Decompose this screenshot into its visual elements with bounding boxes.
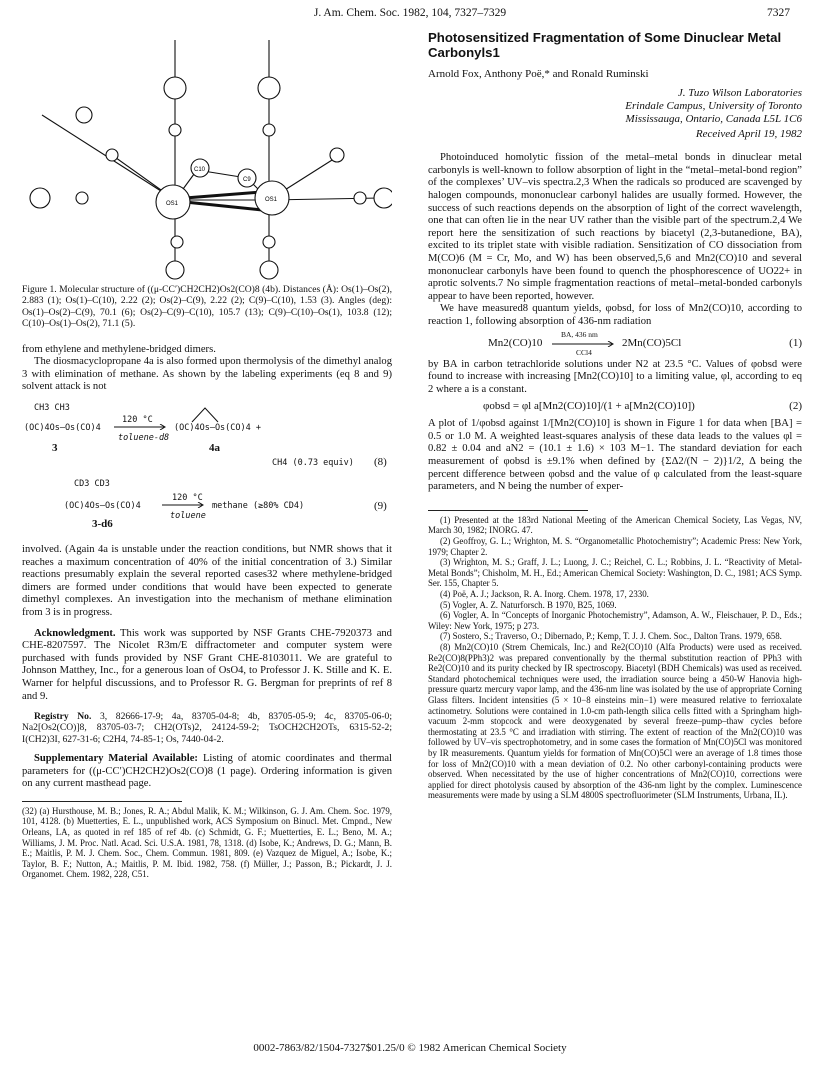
footnote-5: (5) Vogler, A. Z. Naturforsch. B 1970, B25, 1069. xyxy=(440,599,617,610)
atom-label-os1-right: OS1 xyxy=(265,197,278,203)
paragraph-intro: Photoinduced homolytic fission of the metal–metal bonds in dinuclear metal carbonyls is well-known to follow absorption of light in the “metal–metal-bond region” of the complexes’ UV–vis spectra.2,3 When the radicals so produced are scavenged by halogen compounds, mononuclear carbonyl halides are usually formed. However, the success of such reactions depends on the absorption of light of the correct wavelength, one that can often lie in the near UV rather than the visible part of the spectrum.2,4 We report here the sensitization of such reactions by biacetyl (2,3-butanedione, BA), excited to its triplet state with visible radiation. Sensitization of CO dissociation from M(CO)6 (M = Cr, Mo, and W) has been observed,5,6 and Mn2(CO)10 and several mononuclear carbonyls have been found to quench the phosphorescence of UO22+ in aprotic solvents.7 No simple fragmentation reactions of metal–metal-bonded carbonyls appear to have been reported, however. xyxy=(428,152,802,302)
molecular-structure-drawing xyxy=(22,30,392,280)
acknowledgment-text: This work was supported by NSF Grants CHE-7920373 and CHE-8207597. The Nicolet R3m/E diffractometer and computer system were purchased with funds provided by NSF Grant CHE-8103011. We are grateful to Johnson Matthey, Inc., for a generous loan of OsO4, to Professor J. K. Stille and K. E. Warner for helpful discussions, and to Professor R. G. Bergman for preprints of ref 8 and 9. xyxy=(22,627,392,702)
running-header xyxy=(0,7,820,25)
page-number: 7327 xyxy=(767,7,790,19)
scheme-r1-temperature: 120 °C xyxy=(122,415,153,425)
equation-1-product: 2Mn(CO)5Cl xyxy=(622,336,682,349)
article-title: Photosensitized Fragmentation of Some Dinuclear Metal Carbonyls1 xyxy=(428,30,782,60)
footnote-3: (3) Wrighton, M. S.; Graff, J. L.; Luong, J. C.; Reichel, C. L.; Robbins, J. L. “Reactivity of Metal-Metal Bonds”; Chisholm, M. H., Ed.; American Chemical Society: Washington, D. C., 1981; ACS Symp. Ser. 155, Chapter 5. xyxy=(428,557,802,589)
acknowledgment-heading: Acknowledgment. xyxy=(34,627,116,639)
authors: Arnold Fox, Anthony Poë,* and Ronald Ruminski xyxy=(428,68,649,80)
equation-number-9: (9) xyxy=(374,500,387,512)
affiliation-lab: J. Tuzo Wilson Laboratories xyxy=(677,86,802,99)
right-column xyxy=(428,30,802,801)
paragraph-measured: We have measured8 quantum yields, φobsd, for loss of Mn2(CO)10, according to reaction 1, following absorption of 436-nm radiation xyxy=(428,303,802,327)
scheme-r1-solvent: toluene-d8 xyxy=(118,433,170,443)
footnote-32: (32) (a) Hursthouse, M. B.; Jones, R. A.; Abdul Malik, K. M.; Wilkinson, G. J. Am. Chem. Soc. 1979, 101, 4128. (b) Muetterties, E. L., unpublished work, ACS Symposium on Binucl. Met. Cmpnd., New Orleans, LA, as quoted in ref 185 of ref 4b. (c) Schmidt, G. F.; Muetterties, E. L.; Beno, M. A.; Williams, J. M. Proc. Natl. Acad. Sci. U.S.A. 1981, 78, 1318. (d) Isobe, K.; Andrews, D. G.; Mann, B. E.; Maitlis, P. M. J. Chem. Soc., Chem. Commun. 1981, 809. (e) Vazquez de Miguel, A.; Isobe, K.; Taylor, B. F.; Nutton, A.; Maitlis, P. M. Ibid. 1982, 758. (f) Müller, J.; Passon, B.; Pickardt, J. J. Organomet. Chem. 1982, 228, C51. xyxy=(22,805,392,880)
paragraph-involved: involved. (Again 4a is unstable under the reaction conditions, but NMR shows that it reaches a maximum concentration of 40% of the initial concentration of 3.) Similar reactions presumably explain the several reported cases32 where methylene-bridged dimers are formed under conditions that would have been expected to generate dimethyl complexes. An investigation into the mechanism of methane elimination from 3 is in progress. xyxy=(22,544,392,618)
scheme-r1-methyls: CH3 CH3 xyxy=(34,403,70,413)
left-column xyxy=(22,30,392,880)
footnote-7: (7) Sostero, S.; Traverso, O.; Dibernado, P.; Kemp, T. J. J. Chem. Soc., Dalton Trans. 1979, 658. xyxy=(440,631,782,642)
reaction-scheme-eq8-eq9 xyxy=(22,394,392,544)
figure-1-caption: Figure 1. Molecular structure of ((μ-CC′)CH2CH2)Os2(CO)8 (4b). Distances (Å): Os(1)–Os(2), 2.883 (1); Os(1)–C(10), 2.22 (2); Os(2)–C(9), 2.22 (2); C(9)–C(10), 1.53 (3). Angles (deg): Os(1)–Os(2)–C(9), 70.1 (6); Os(2)–C(9)–C(10), 105.7 (13); C(9)–C(10)–Os(1), 103.8 (12); C(10)–Os(1)–Os(2), 71.1 (5). xyxy=(22,284,392,330)
scheme-r2-arrow xyxy=(162,502,207,508)
footnote-6: (6) Vogler, A. In “Concepts of Inorganic Photochemistry”, Adamson, A. W., Fleischauer, P. D., Eds.; Wiley: New York, 1975; p 273. xyxy=(428,610,802,631)
footnote-rule-right xyxy=(428,510,588,511)
atom-label-c9: C9 xyxy=(243,177,251,183)
equation-1-conditions: BA, 436 nm xyxy=(561,329,598,339)
supplementary-heading: Supplementary Material Available: xyxy=(34,753,198,765)
scheme-r2-temperature: 120 °C xyxy=(172,493,203,503)
journal-citation: J. Am. Chem. Soc. 1982, 104, 7327–7329 xyxy=(313,7,507,19)
equation-1-number: (1) xyxy=(789,336,802,349)
registry-numbers xyxy=(22,711,392,745)
supplementary-text: Listing of atomic coordinates and thermal parameters for ((μ-CC′)CH2CH2)Os2(CO)8 (1 page). Ordering information is given on any current masthead page. xyxy=(22,753,392,790)
supplementary-material xyxy=(22,753,392,791)
affiliation-city: Mississauga, Ontario, Canada L5L 1C6 xyxy=(625,112,802,125)
affiliation-campus: Erindale Campus, University of Toronto xyxy=(625,99,802,112)
scheme-r1-reactant: (OC)4Os—Os(CO)4 xyxy=(24,423,101,433)
scheme-r2-label: 3-d6 xyxy=(92,518,113,530)
equation-number-8: (8) xyxy=(374,456,387,468)
equation-2-number: (2) xyxy=(789,400,802,413)
registry-text: 3, 82666-17-9; 4a, 83705-04-8; 4b, 83705-05-9; 4c, 83705-06-0; Na2[Os2(CO)]8, 83705-03-7; CH2(OTs)2, 24124-59-2; TsOCH2CH2OTs, 6315-52-2; I(CH2)3I, 627-31-6; C2H4, 74-85-1; Os, 7440-04-2. xyxy=(22,711,392,745)
scheme-r2-reactant: (OC)4Os—Os(CO)4 xyxy=(64,501,141,511)
equation-2-expression: φobsd = φl a[Mn2(CO)10]/(1 + a[Mn2(CO)10]) xyxy=(483,400,695,413)
figure-1 xyxy=(22,30,392,280)
footnote-8: (8) Mn2(CO)10 (Strem Chemicals, Inc.) and Re2(CO)10 (Alfa Products) were used as received. Re2(CO)8(PPh3)2 was prepared conventionally by the thermal substitution reaction of PPh3 with Re2(CO)10 and its purity checked by IR spectroscopy. Biacetyl (BDH Chemicals) was used as received. Standard photochemical techniques were used, the irradiation source being a 450-W Hanovia high-pressure quartz mercury vapor lamp, and the 436-nm line was isolated by the use of appropriate Corning Glass filters. Incident intensities (5 × 10−8 einsteins min−1) were measured relative to ferrioxalate actinometry. Solutions were contained in 1.0-cm path-length silica cells fitted with a Springham high-vacuum 2-mm stopcock and were deoxygenated by several freeze–pump–thaw cycles before thermostating at 23.5 °C and irradiation with stirring. The extent of reaction of the Mn2(CO)10 was followed by UV–vis spectrophotometry, and in some cases the formation of Mn(CO)5Cl was monitored by IR measurements. Quantum yields for formation of Mn(CO)5Cl were an average of 1.8 times those for loss of Mn2(CO)10 with a mean deviation of 0.2. No other carbonyl-containing products were observed. When necessitated by the use of higher concentrations of Mn2(CO)10, corrections were applied for direct photolysis caused by absorption of the 436-nm light by the complex. Luminescence measurements were made by using a SLM 4800S spectrofluorimeter (SLM Instruments, Urbana, IL). xyxy=(428,641,802,801)
footnote-4: (4) Poë, A. J.; Jackson, R. A. Inorg. Chem. 1978, 17, 2330. xyxy=(440,589,649,599)
atom-label-os1-left: OS1 xyxy=(166,201,179,207)
scheme-r2-solvent: toluene xyxy=(170,511,206,521)
received-date: Received April 19, 1982 xyxy=(695,127,802,140)
atom-label-c10: C10 xyxy=(194,167,206,173)
scheme-r2-methyls: CD3 CD3 xyxy=(74,479,110,489)
scheme-r1-label-4a: 4a xyxy=(209,442,220,454)
registry-heading: Registry No. xyxy=(34,711,92,723)
scheme-r1-methane: CH4 (0.73 equiv) xyxy=(272,458,354,468)
paragraph-by-ba: by BA in carbon tetrachloride solutions under N2 at 23.5 °C. Values of φobsd were found to increase with increasing [Mn2(CO)10] to a limiting value, φl, according to eq 2 where a is a constant. xyxy=(428,358,802,395)
paragraph-plot: A plot of 1/φobsd against 1/[Mn2(CO)10] is shown in Figure 1 for data when [BA] = 0.5 or 1.0 M. A weighted least-squares analysis of these data leads to the values φl = 0.82 ± 0.04 and aN2 = (10.1 ± 1.6) × 103 M−1. The standard deviation for each measurement of φobsd is ±9.1% when defined by {ΣΔ2/(N − 2)}1/2, Δ being the percent difference between φobsd and the value of φ calculated from the least-square parameters, and N being the number of exper- xyxy=(428,418,802,493)
scheme-r1-arrow xyxy=(114,424,169,430)
scheme-r1-product: (OC)4Os—Os(CO)4 + xyxy=(174,423,261,433)
footnote-2: (2) Geoffroy, G. L.; Wrighton, M. S. “Organometallic Photochemistry”; Academic Press: New York, 1979; Chapter 2. xyxy=(428,536,802,557)
paragraph-diosmacyclopropane: The diosmacyclopropane 4a is also formed upon thermolysis of the dimethyl analog 3 with elimination of methane. As shown by the labeling experiments (eq 8 and 9) solvent attack is not xyxy=(22,356,392,393)
acknowledgment xyxy=(22,628,392,704)
equation-2 xyxy=(428,399,802,415)
scheme-r1-label-3: 3 xyxy=(52,442,58,454)
scheme-r2-product: methane (≥80% CD4) xyxy=(212,501,305,511)
copyright-footer: 0002-7863/82/1504-7327$01.25/0 © 1982 American Chemical Society xyxy=(253,1042,567,1054)
equation-1 xyxy=(428,329,802,355)
equation-1-reactant: Mn2(CO)10 xyxy=(488,336,543,349)
equation-1-solvent: CCl4 xyxy=(576,347,592,357)
paragraph-ethylene: from ethylene and methylene-bridged dimers. xyxy=(22,343,216,355)
footnote-rule-left xyxy=(22,801,182,802)
footnote-1: (1) Presented at the 183rd National Meeting of the American Chemical Society, Las Vegas, NV, March 30, 1982; INORG. 47. xyxy=(428,514,802,536)
